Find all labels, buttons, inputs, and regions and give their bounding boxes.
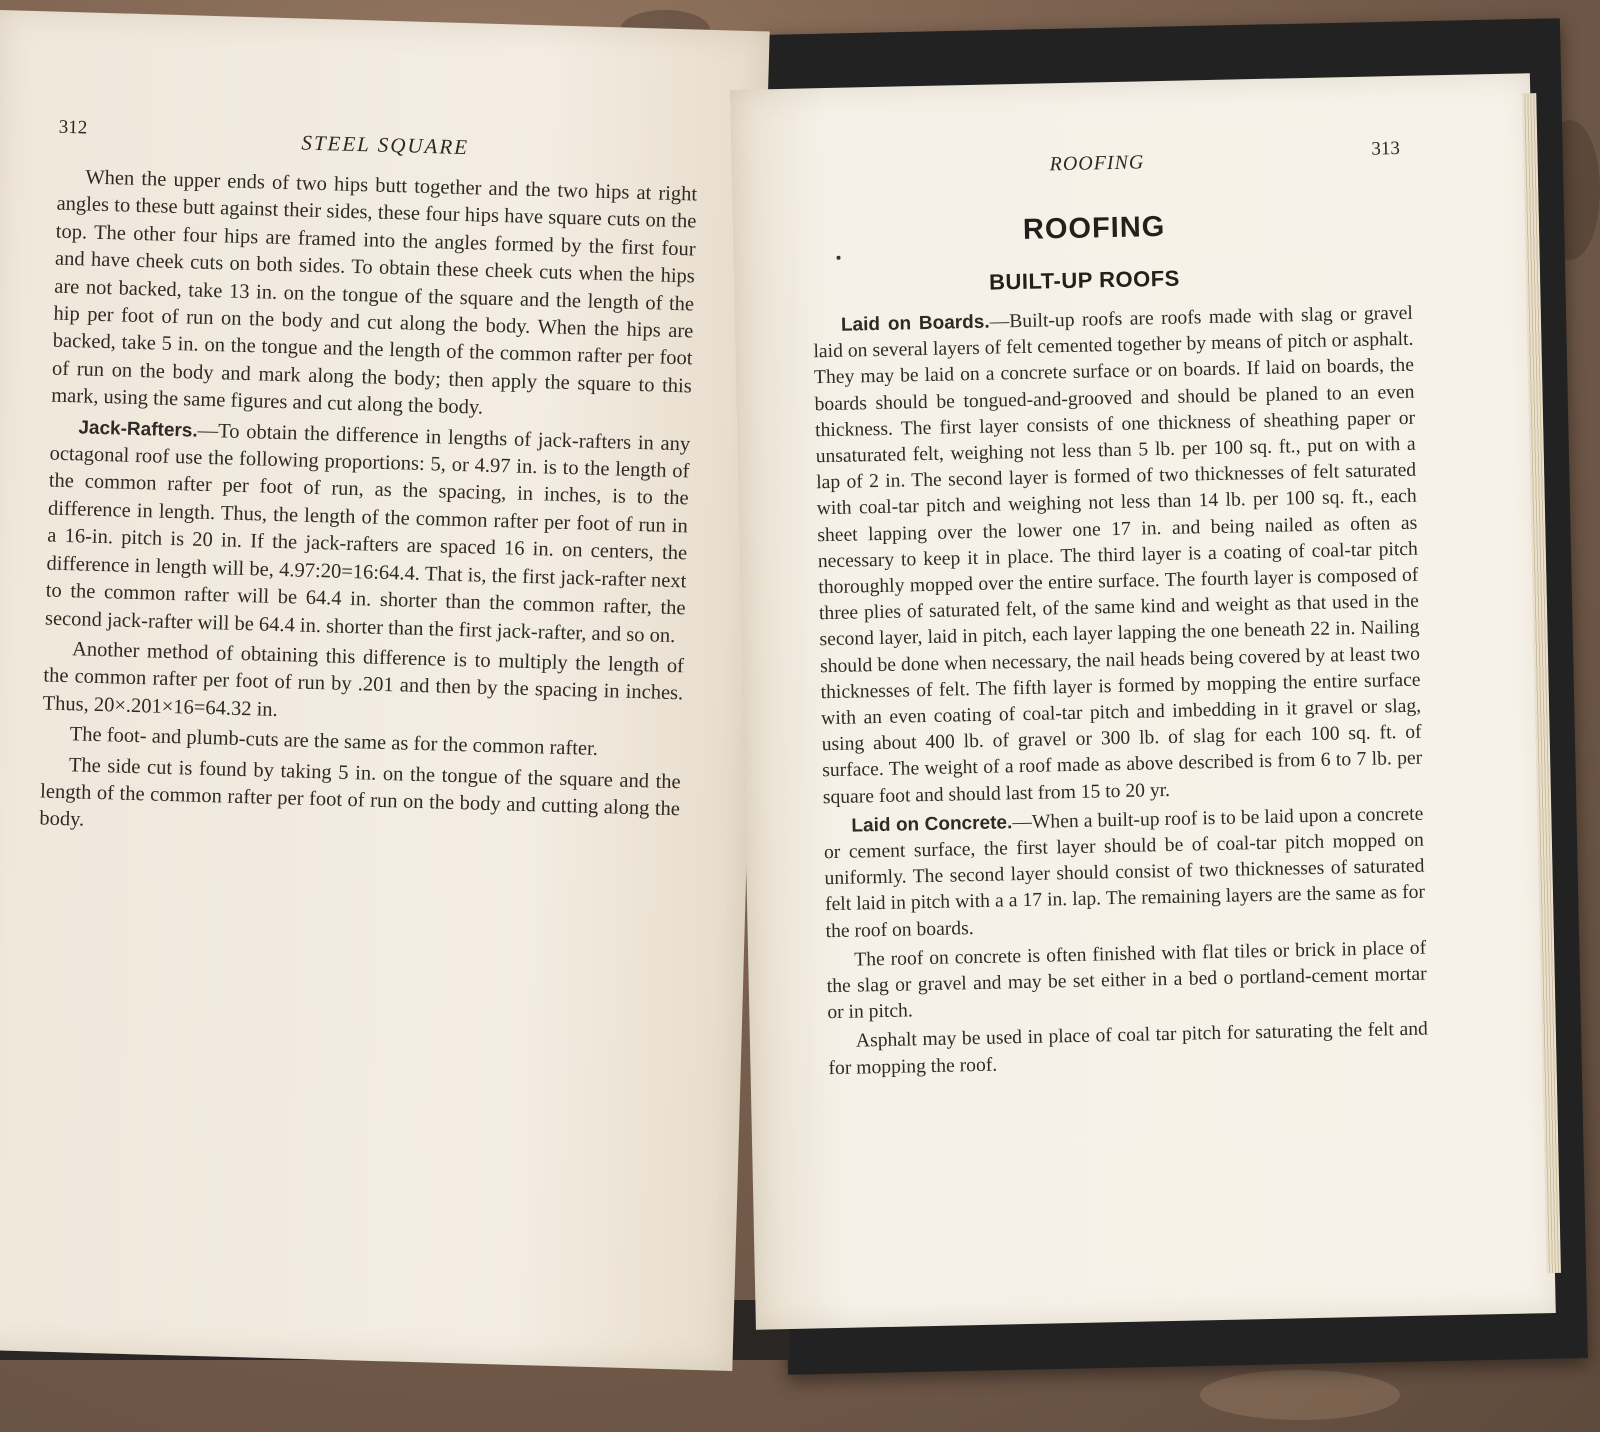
paragraph-text: The foot- and plumb-cuts are the same as for the common rafter.	[69, 723, 599, 761]
paragraph-lead: Jack-Rafters.	[78, 417, 198, 442]
paragraph	[42, 635, 684, 735]
paragraph-text: The side cut is found by taking 5 in. on the tongue of the square and the length of the common rafter per foot of run on the body and cutting along the body.	[39, 753, 682, 832]
running-head-left: STEEL SQUARE	[301, 130, 470, 160]
page-number-left: 312	[58, 116, 88, 139]
paragraph	[45, 413, 691, 650]
paragraph-text: Asphalt may be used in place of coal tar pitch for saturating the felt and for mopping the roof.	[828, 1019, 1429, 1079]
running-head-right: ROOFING	[1049, 151, 1145, 176]
paragraph	[813, 301, 1423, 811]
paragraph-text: —When a built-up roof is to be laid upon a concrete or cement surface, the first layer should be of coal-tar pitch mopped on uniformly. The second layer should consist of two thicknesses of saturated felt laid in pitch with a a 17 in. lap. The remaining layers are the same as for the roof on boards.	[823, 803, 1426, 942]
right-page	[730, 73, 1556, 1329]
paragraph-text: The roof on concrete is often finished with flat tiles or brick in place of the slag or gravel and may be set either in a bed o portland-cement mortar or in pitch.	[826, 937, 1427, 1024]
countertop-speck	[1200, 1370, 1400, 1420]
paragraph-lead: Laid on Concrete.	[851, 812, 1013, 837]
left-page	[0, 10, 770, 1371]
paragraph-text: When the upper ends of two hips butt together and the two hips at right angles to these butt against their sides, these four hips have square cuts on the top. The other four hips are framed into the angles formed by the first four and have cheek cuts on both sides. To obtain these cheek cuts when the hips are not backed, take 13 in. on the tongue of the square and the length of the hip per foot of run on the body and cut along the body. When the hips are backed, take 5 in. on the tongue and the length of the common rafter per foot of run on the body and mark along the body; then apply the square to this mark, using the same figures and cut along the body.	[50, 166, 698, 419]
paragraph	[828, 1017, 1429, 1082]
left-page-body	[39, 164, 697, 851]
paragraph	[39, 751, 681, 851]
paragraph-text: Another method of obtaining this difference is to multiply the length of the common rafter per foot of run by .201 and then by the spacing in inches. Thus, 20×.201×16=64.32 in.	[42, 638, 685, 721]
page-number-right: 313	[1371, 137, 1401, 160]
paragraph-text: —Built-up roofs are roofs made with slag or gravel laid on several layers of felt cemented together by means of pitch or asphalt. They may be laid on a concrete surface or on boards. If laid on boards, the boards should be tongued-and-grooved and should be planed to an even thickness. The first layer consists of one thickness of sheathing paper or unsaturated felt, weighing not less than 5 lb. per 100 sq. ft., put on with a lap of 2 in. The second layer is formed of two thicknesses of felt saturated with coal-tar pitch and weighing not less than 14 lb. per 100 sq. ft., each sheet lapping over the lower one 17 in. and being nailed as often as necessary to keep it in place. The third layer is a coating of coal-tar pitch thoroughly mopped over the entire surface. The fourth layer is composed of three plies of saturated felt, of the same kind and weight as that used in the second layer, laid in pitch, each layer lapping the one beneath 22 in. Nailing should be done when necessary, the nail heads being covered by at least two thicknesses of felt. The fifth layer is formed by mopping the entire surface with an even coating of coal-tar pitch and imbedding in it gravel or slag, using about 400 lb. of gravel or 300 lb. of slag for each 100 sq. ft. of surface. The weight of a roof made as above described is from 6 to 7 lb. per square foot and should last from 15 to 20 yr.	[813, 302, 1423, 808]
paragraph	[51, 164, 698, 428]
paragraph-text: —To obtain the difference in lengths of jack-rafters in any octagonal roof use the following proportions: 5, or 4.97 in. is to the length of the common rafter per foot of run, as the spacing, in inches, is to the difference in length. Thus, the length of the common rafter per foot of run in a 16-in. pitch is 20 in. If the jack-rafters are spaced 16 in. on centers, the difference in length will be, 4.97:20=16:64.4. That is, the first jack-rafter next to the common rafter will be 64.4 in. shorter than the common rafter, the second jack-rafter will be 64.4 in. shorter than the first jack-rafter, and so on.	[44, 419, 691, 647]
paragraph	[826, 935, 1428, 1026]
paragraph	[823, 802, 1426, 946]
section-heading: ROOFING	[1022, 210, 1166, 246]
section-subheading: BUILT-UP ROOFS	[988, 265, 1181, 295]
right-page-body	[813, 301, 1429, 1082]
paragraph-lead: Laid on Boards.	[840, 311, 990, 336]
print-dot	[836, 256, 840, 260]
